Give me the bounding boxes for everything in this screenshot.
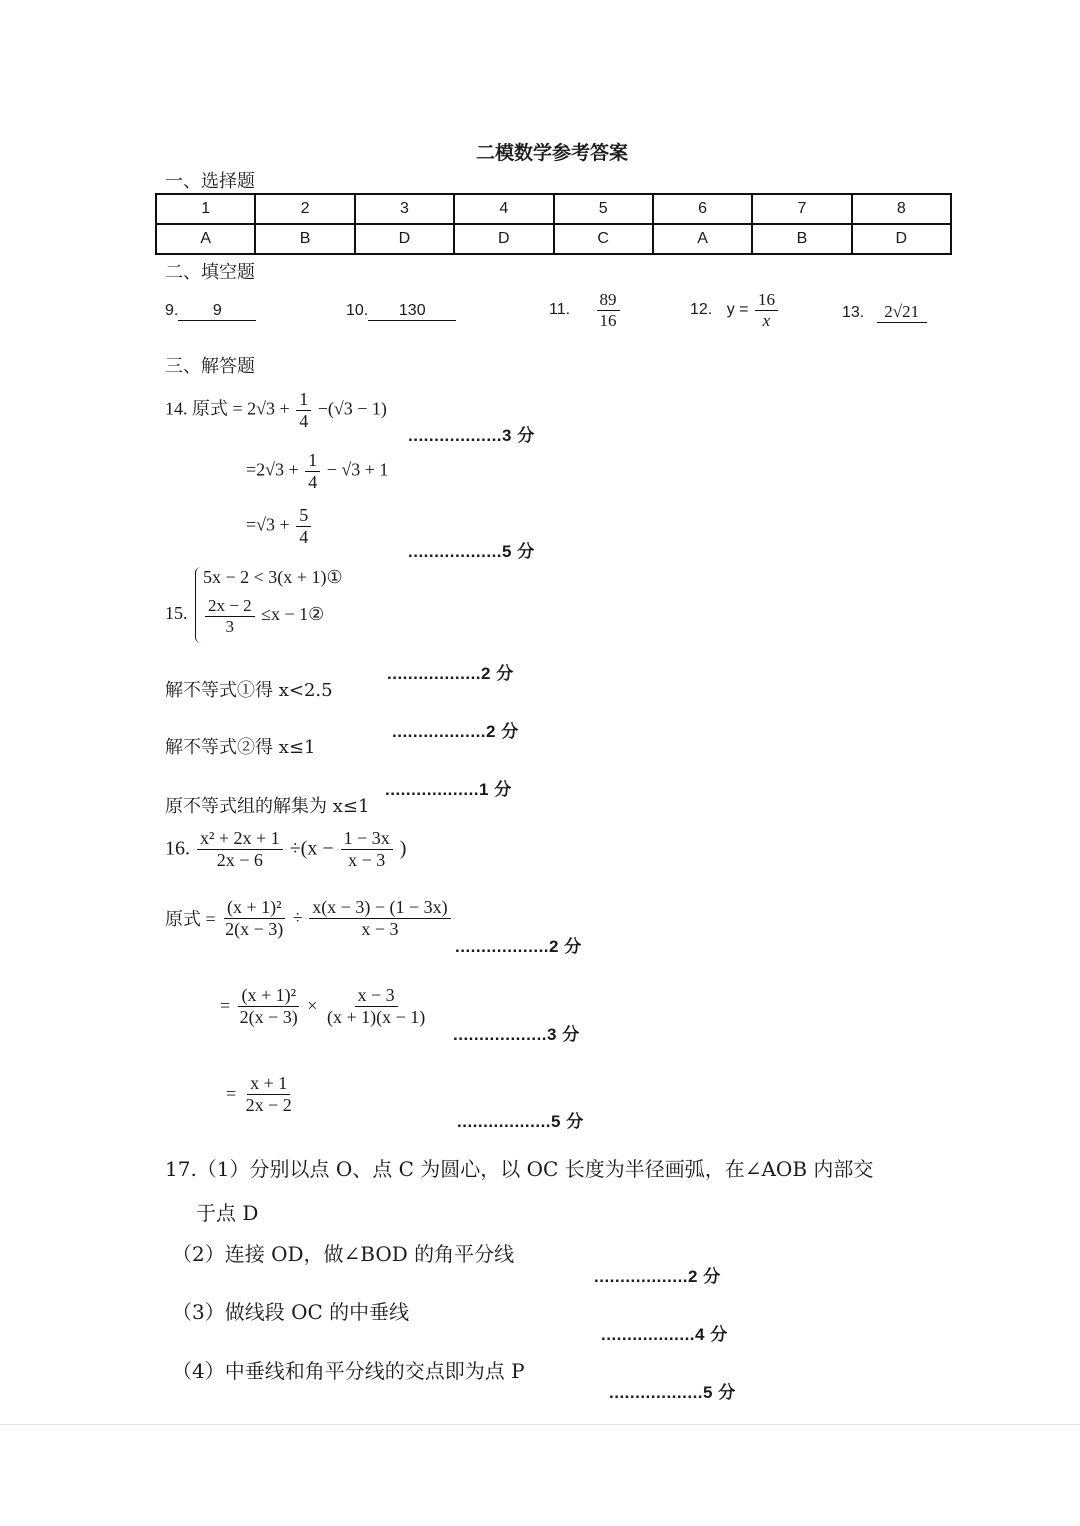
q15-ineq2-fraction [205, 596, 255, 636]
numerator: x² + 2x + 1 [197, 828, 283, 850]
denominator: 4 [299, 526, 309, 547]
q16-expression [165, 828, 406, 870]
q16-step-3 [226, 1073, 297, 1115]
table-cell: 2 [255, 194, 354, 224]
table-row-numbers [156, 194, 951, 224]
q14-line1 [165, 389, 387, 431]
numerator: 1 [296, 389, 311, 411]
q16-label: 16. [165, 837, 190, 860]
table-cell: 1 [156, 194, 255, 224]
q15-solution-2: 解不等式②得 x≤1 [165, 737, 316, 758]
q16-mid: ÷(x − [289, 837, 334, 860]
q14-line2-head: =2√3 + [246, 459, 299, 480]
table-cell: C [554, 224, 653, 254]
q13-label: 13. [842, 304, 865, 321]
q17-line-1b: 于点 D [196, 1201, 259, 1225]
numerator: 2x − 2 [205, 596, 255, 617]
denominator: x − 3 [348, 849, 386, 870]
q16-step1-frac2 [309, 897, 450, 939]
denominator: 4 [299, 410, 309, 431]
q11-numerator: 89 [597, 290, 620, 311]
q17-line-1: 17.（1）分别以点 O、点 C 为圆心，以 OC 长度为半径画弧，在∠AOB 内部交 [165, 1157, 874, 1181]
numerator: x + 1 [247, 1073, 290, 1095]
q16-step3-frac [243, 1073, 295, 1115]
q17-score-2: ..................4 分 [601, 1325, 728, 1344]
numerator: x − 3 [355, 985, 398, 1007]
table-cell: D [355, 224, 454, 254]
numerator: (x + 1)² [238, 985, 299, 1007]
fill-q9 [165, 302, 256, 321]
denominator: 4 [308, 471, 318, 492]
page-divider [0, 1424, 1080, 1425]
table-cell: 8 [852, 194, 951, 224]
table-cell: B [752, 224, 851, 254]
q15-score-3: ..................1 分 [385, 780, 512, 799]
denominator: (x + 1)(x − 1) [326, 1006, 426, 1027]
q11-denominator: 16 [599, 310, 617, 330]
numerator: 1 − 3x [341, 828, 393, 850]
q17-score-1: ..................2 分 [594, 1267, 721, 1286]
table-cell: 6 [653, 194, 752, 224]
q13-answer: 2√21 [877, 302, 927, 323]
q14-line1-head: 14. 原式 = 2√3 + [165, 398, 290, 419]
q16-step2-frac1 [237, 985, 301, 1027]
q15-inequality-2 [203, 596, 324, 636]
q16-score-1: ..................2 分 [455, 937, 582, 956]
q16-step3-head: = [226, 1083, 237, 1104]
numerator: x(x − 3) − (1 − 3x) [309, 897, 450, 919]
table-cell: B [255, 224, 354, 254]
q15-label: 15. [165, 603, 188, 623]
q14-line3-fraction [296, 505, 311, 547]
section-solve-heading: 三、解答题 [165, 356, 255, 377]
q14-line3-head: =√3 + [246, 514, 290, 535]
q16-step2-frac2 [324, 985, 428, 1027]
section-fill-heading: 二、填空题 [165, 262, 255, 283]
denominator: 2(x − 3) [225, 918, 284, 939]
numerator: 5 [296, 505, 311, 527]
denominator: 2x − 2 [245, 1094, 292, 1115]
q14-score-2: ..................5 分 [408, 542, 535, 561]
section-choice-heading: 一、选择题 [165, 171, 255, 192]
q14-line3 [246, 505, 313, 547]
page-title: 二模数学参考答案 [476, 142, 629, 164]
fill-q11 [549, 290, 622, 330]
q12-label: 12. [690, 301, 713, 319]
q16-score-2: ..................3 分 [453, 1025, 580, 1044]
table-cell: 4 [454, 194, 553, 224]
denominator: 2(x − 3) [239, 1006, 298, 1027]
q14-line2 [246, 450, 388, 492]
q12-denominator: x [762, 310, 771, 330]
q17-score-3: ..................5 分 [609, 1383, 736, 1402]
q16-step1-op: ÷ [292, 907, 303, 928]
fill-q13 [842, 302, 927, 323]
choice-answer-table [155, 193, 952, 255]
numerator: 1 [305, 450, 320, 472]
table-cell: A [156, 224, 255, 254]
q15-inequality-1: 5x − 2 < 3(x + 1)① [203, 567, 343, 587]
table-cell: 5 [554, 194, 653, 224]
numerator: (x + 1)² [224, 897, 285, 919]
table-cell: 7 [752, 194, 851, 224]
q17-line-3: （3）做线段 OC 的中垂线 [172, 1300, 410, 1324]
q10-label: 10. [346, 302, 369, 319]
q12-numerator: 16 [755, 290, 778, 311]
q15-ineq2-tail: ≤x − 1② [261, 604, 325, 625]
table-cell: A [653, 224, 752, 254]
q15-solution-3: 原不等式组的解集为 x≤1 [165, 796, 370, 817]
q12-prefix: y = [726, 301, 749, 319]
q14-line1-fraction [296, 389, 311, 431]
q16-step2-op: × [307, 995, 318, 1016]
q15-score-1: ..................2 分 [387, 664, 514, 683]
q14-line2-tail: − √3 + 1 [326, 459, 389, 480]
q16-score-3: ..................5 分 [457, 1112, 584, 1131]
q14-line1-tail: −(√3 − 1) [317, 398, 387, 419]
q11-fraction [597, 290, 620, 330]
q17-line-4: （4）中垂线和角平分线的交点即为点 P [172, 1359, 525, 1383]
q16-step1-head: 原式 = [165, 909, 216, 930]
fill-q12 [690, 290, 780, 330]
table-cell: D [454, 224, 553, 254]
q15-solution-1: 解不等式①得 x<2.5 [165, 680, 333, 701]
q16-fraction-main [197, 828, 283, 870]
q12-fraction [755, 290, 778, 330]
table-row-answers [156, 224, 951, 254]
q16-close: ) [399, 837, 407, 860]
q14-score-1: ..................3 分 [408, 426, 535, 445]
q17-line-2: （2）连接 OD，做∠BOD 的角平分线 [172, 1242, 515, 1266]
q14-line2-fraction [305, 450, 320, 492]
q9-answer: 9 [178, 302, 256, 321]
q9-label: 9. [165, 302, 179, 319]
q15-score-2: ..................2 分 [392, 722, 519, 741]
denominator: x − 3 [361, 918, 399, 939]
q16-step1-frac1 [222, 897, 286, 939]
q11-label: 11. [549, 301, 571, 319]
table-cell: D [852, 224, 951, 254]
denominator: 2x − 6 [216, 849, 263, 870]
q16-step2-head: = [220, 995, 231, 1016]
q16-step-1 [165, 897, 453, 939]
q10-answer: 130 [368, 302, 456, 321]
fill-q10 [346, 302, 456, 321]
q16-fraction-inner [341, 828, 393, 870]
table-cell: 3 [355, 194, 454, 224]
q16-step-2 [220, 985, 430, 1027]
denominator: 3 [225, 616, 235, 636]
